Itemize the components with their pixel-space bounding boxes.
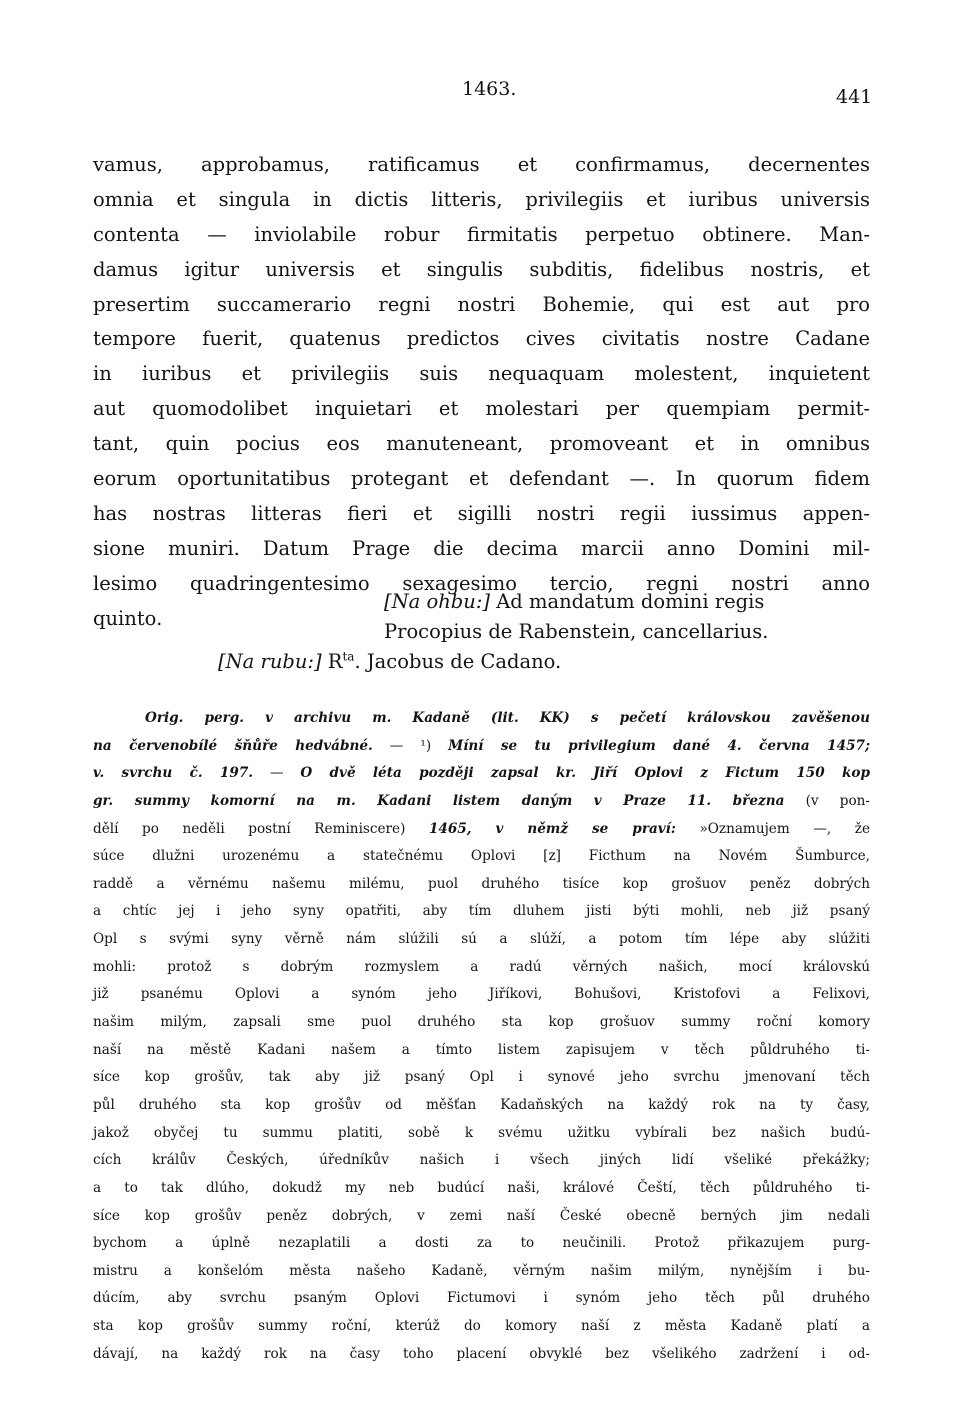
scribe-name: . Jacobus de Cadano. <box>354 650 562 673</box>
page-number: 441 <box>836 86 873 108</box>
note-line: síce kop grošův, tak aby již psaný Opl i synové jeho svrchu jmenovaní těch <box>93 1069 870 1086</box>
note-line: Orig. perg. v archivu m. Kadaně (lit. KK) s pečetí královskou zavěšenou <box>145 710 870 726</box>
text-line: has nostras litteras fieri et sigilli nostri regii iussimus appen- <box>93 501 870 525</box>
note-line: a to tak dlúho, dokudž my neb budúcí naši, králové Čeští, těch půldruhého ti- <box>93 1179 870 1196</box>
note-line: mohli: protož s dobrým rozmyslem a radú věrných našich, mocí královskú <box>93 958 870 975</box>
note-line: sta kop grošův summy roční, kterúž do komory naší z města Kadaně platí a <box>93 1318 870 1335</box>
text-line: vamus, approbamus, ratificamus et confirmamus, decernentes <box>93 153 870 176</box>
text-line: quinto. <box>93 606 163 630</box>
note-line: jakož obyčej tu summu platiti, sobě k svému užitku vybírali bez našich budú- <box>93 1124 870 1141</box>
note-line: v. svrchu č. 197. — O dvě léta později zapsal kr. Jiří Oplovi z Fictum 150 kop <box>93 765 870 782</box>
note-line: dávají, na každý rok na časy toho placení obvyklé bez všelikého zadržení i od- <box>93 1345 870 1362</box>
note-line: mistru a konšelóm města našeho Kadaně, věrným našim milým, nynějším i bu- <box>93 1262 870 1279</box>
note-line: súce dlužni urozenému a statečnému Oplovi [z] Ficthum na Novém Šumburce, <box>93 848 870 865</box>
signature-line-reverse <box>218 650 561 673</box>
text-line: tant, quin pocius eos manuteneant, promoveant et in omnibus <box>93 432 870 456</box>
note-line: bychom a úplně nezaplatili a dosti za to neučinili. Protož přikazujem purg- <box>93 1235 870 1252</box>
text-line: sione muniri. Datum Prage die decima marcii anno Domini mil- <box>93 536 870 560</box>
signature-line-fold <box>384 590 764 613</box>
text-line: in iuribus et privilegiis suis nequaquam molestent, inquietent <box>93 362 870 386</box>
text-line: aut quomodolibet inquietari et molestari per quempiam permit- <box>93 397 870 421</box>
text-line: omnia et singula in dictis litteris, privilegiis et iuribus universis <box>93 187 870 211</box>
note-line: Opl s svými syny věrně nám slúžili sú a slúží, a potom tím lépe aby slúžiti <box>93 931 870 948</box>
note-line: síce kop grošův peněz dobrých, v zemi naší České obecně berných jim nedali <box>93 1207 870 1224</box>
text-line: eorum oportunitatibus protegant et defendant —. In quorum fidem <box>93 467 870 491</box>
registrata-r: R <box>321 650 343 673</box>
text-line: tempore fuerit, quatenus predictos cives civitatis nostre Cadane <box>93 327 870 351</box>
reverse-marker: [Na rubu:] <box>218 650 322 673</box>
note-line: půl druhého sta kop grošův od měšťan Kadaňských na každý rok na ty časy, <box>93 1096 870 1113</box>
editorial-notes <box>93 705 870 1368</box>
main-text-block <box>93 148 870 636</box>
signature-line-chancellor: Procopius de Rabenstein, cancellarius. <box>384 620 769 643</box>
note-line: a chtíc jej i jeho syny opatřiti, aby tím dluhem jisti býti mohli, neb již psaný <box>93 903 870 920</box>
note-line: našim milým, zapsali sme puol druhého sta kop grošuov summy roční komory <box>93 1014 870 1031</box>
note-line: dělí po neděli postní Reminiscere) 1465, v němž se praví: »Oznamujem —, že <box>93 820 870 837</box>
text-line: presertim succamerario regni nostri Bohemie, qui est aut pro <box>93 292 870 316</box>
header-year: 1463. <box>462 78 517 100</box>
note-line: cích králův Českých, úředníkův našich i všech jiných lidí všeliké překážky; <box>93 1152 870 1169</box>
text-line: damus igitur universis et singulis subditis, fidelibus nostris, et <box>93 257 870 281</box>
mandate-text: Ad mandatum domini regis <box>490 590 765 613</box>
text-line: contenta — inviolabile robur firmitatis perpetuo obtinere. Man- <box>93 222 870 246</box>
registrata-sup: ta <box>342 649 355 664</box>
note-line: raddě a věrnému našemu milému, puol druhého tisíce kop grošuov peněz dobrých <box>93 875 870 892</box>
text-line: lesimo quadringentesimo sexagesimo tercio, regni nostri anno <box>93 571 870 595</box>
note-line: naší na městě Kadani našem a tímto listem zapisujem v těch půldruhého ti- <box>93 1041 870 1058</box>
note-line: již psanému Oplovi a synóm jeho Jiříkovi, Bohušovi, Kristofovi a Felixovi, <box>93 986 870 1003</box>
fold-marker: [Na ohbu:] <box>384 590 491 613</box>
note-line: dúcím, aby svrchu psaným Oplovi Fictumovi i synóm jeho těch půl druhého <box>93 1290 870 1307</box>
note-line: gr. summy komorní na m. Kadani listem daným v Praze 11. března (v pon- <box>93 792 870 809</box>
note-line: na červenobílé šňůře hedvábné. — ¹) Míní se tu privilegium dané 4. června 1457; <box>93 737 871 754</box>
